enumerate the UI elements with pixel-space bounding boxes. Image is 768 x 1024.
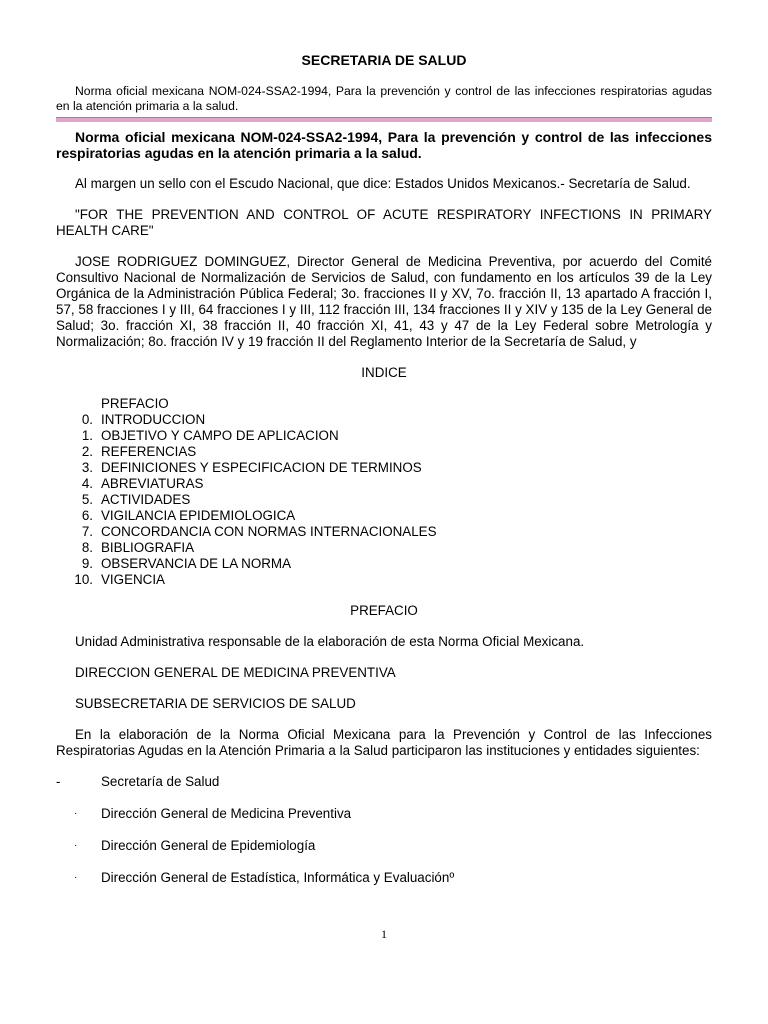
index-item-label: PREFACIO: [101, 396, 169, 411]
index-item-number: 4.: [81, 476, 93, 491]
index-item-label: VIGILANCIA EPIDEMIOLOGICA: [101, 508, 296, 523]
participant-label: Secretaría de Salud: [101, 774, 220, 789]
index-item-number: 10.: [74, 572, 93, 587]
page-number: 1: [381, 927, 387, 941]
index-item-label: BIBLIOGRAFIA: [101, 540, 195, 555]
index-item: [56, 476, 712, 492]
preamble-paragraph: JOSE RODRIGUEZ DOMINGUEZ, Director General de Medicina Preventiva, por acuerdo del Comité Consultivo Nacional de Normalización de Servicios de Salud, con fundamento en los artículos 39 de la Ley Orgánica de la Administración Pública Federal; 3o. fracciones II y XV, 7o. fracción II, 13 apartado A fracción I, 57, 58 fracciones I y III, 64 fracciones I y III, 112 fracción III, 134 fracciones II y XIV y 135 de la Ley General de Salud; 3o. fracción XI, 38 fracción II, 40 fracción XI, 41, 43 y 47 de la Ley Federal sobre Metrología y Normalización; 8o. fracción IV y 19 fracción II del Reglamento Interior de la Secretaría de Salud, y: [56, 254, 712, 349]
running-header: Norma oficial mexicana NOM-024-SSA2-1994, Para la prevención y control de las infecciones respiratorias agudas en la atención primaria a la salud.: [56, 84, 712, 113]
index-item-label: VIGENCIA: [101, 572, 165, 587]
document-page: [56, 0, 712, 1024]
participants-intro: En la elaboración de la Norma Oficial Mexicana para la Prevención y Control de las Infecciones Respiratorias Agudas en la Atención Primaria a la Salud participaron las instituciones y entidades siguientes:: [56, 727, 712, 758]
dash-bullet: -: [56, 774, 61, 789]
index-item-label: REFERENCIAS: [101, 444, 197, 459]
english-title: "FOR THE PREVENTION AND CONTROL OF ACUTE RESPIRATORY INFECTIONS IN PRIMARY HEALTH CARE": [56, 207, 712, 238]
index-item-number: 8.: [81, 540, 93, 555]
index-item: [56, 396, 712, 412]
participant-label: Dirección General de Epidemiología: [101, 838, 316, 853]
index-item-label: OBSERVANCIA DE LA NORMA: [101, 556, 292, 571]
index-item-number: 6.: [81, 508, 93, 523]
index-item: [56, 556, 712, 572]
participant-item: [56, 806, 712, 822]
participant-item: [56, 774, 712, 790]
norm-title: Norma oficial mexicana NOM-024-SSA2-1994, Para la prevención y control de las infecciones respiratorias agudas en la atención primaria a la salud.: [56, 129, 712, 161]
participant-label: Dirección General de Medicina Preventiva: [101, 806, 352, 821]
header-divider: [56, 117, 712, 122]
preface-subsecretary: SUBSECRETARIA DE SERVICIOS DE SALUD: [75, 696, 356, 711]
index-item-label: ABREVIATURAS: [101, 476, 204, 491]
index-item: [56, 508, 712, 524]
document-body: [56, 129, 712, 902]
participant-label: Dirección General de Estadística, Informática y Evaluaciónº: [101, 870, 455, 885]
index-item: [56, 524, 712, 540]
dot-bullet: ·: [74, 808, 78, 819]
index-item-number: 5.: [81, 492, 93, 507]
index-item-number: 3.: [81, 460, 93, 475]
index-item-label: ACTIVIDADES: [101, 492, 191, 507]
preface-direction: DIRECCION GENERAL DE MEDICINA PREVENTIVA: [75, 665, 396, 680]
dot-bullet: ·: [74, 872, 78, 883]
index-heading: INDICE: [361, 365, 407, 380]
index-list: [56, 396, 712, 588]
index-item-label: INTRODUCCION: [101, 412, 206, 427]
index-item: [56, 412, 712, 428]
index-item-label: CONCORDANCIA CON NORMAS INTERNACIONALES: [101, 524, 437, 539]
index-item-number: 0.: [81, 412, 93, 427]
participant-item: [56, 870, 712, 886]
index-item-label: DEFINICIONES Y ESPECIFICACION DE TERMINOS: [101, 460, 422, 475]
index-item: [56, 460, 712, 476]
participant-item: [56, 838, 712, 854]
index-item: [56, 492, 712, 508]
index-item-number: 1.: [81, 428, 93, 443]
dot-bullet: ·: [74, 840, 78, 851]
index-item: [56, 572, 712, 588]
document-title: SECRETARIA DE SALUD: [301, 52, 467, 68]
index-item: [56, 444, 712, 460]
index-item-number: 7.: [81, 524, 93, 539]
index-item: [56, 540, 712, 556]
index-item-label: OBJETIVO Y CAMPO DE APLICACION: [101, 428, 339, 443]
index-item: [56, 428, 712, 444]
preface-unit: Unidad Administrativa responsable de la elaboración de esta Norma Oficial Mexicana.: [75, 634, 585, 649]
index-item-number: 9.: [81, 556, 93, 571]
preface-heading: PREFACIO: [350, 603, 418, 618]
index-item-number: 2.: [81, 444, 93, 459]
margin-note: Al margen un sello con el Escudo Nacional, que dice: Estados Unidos Mexicanos.- Secretaría de Salud.: [75, 176, 691, 191]
